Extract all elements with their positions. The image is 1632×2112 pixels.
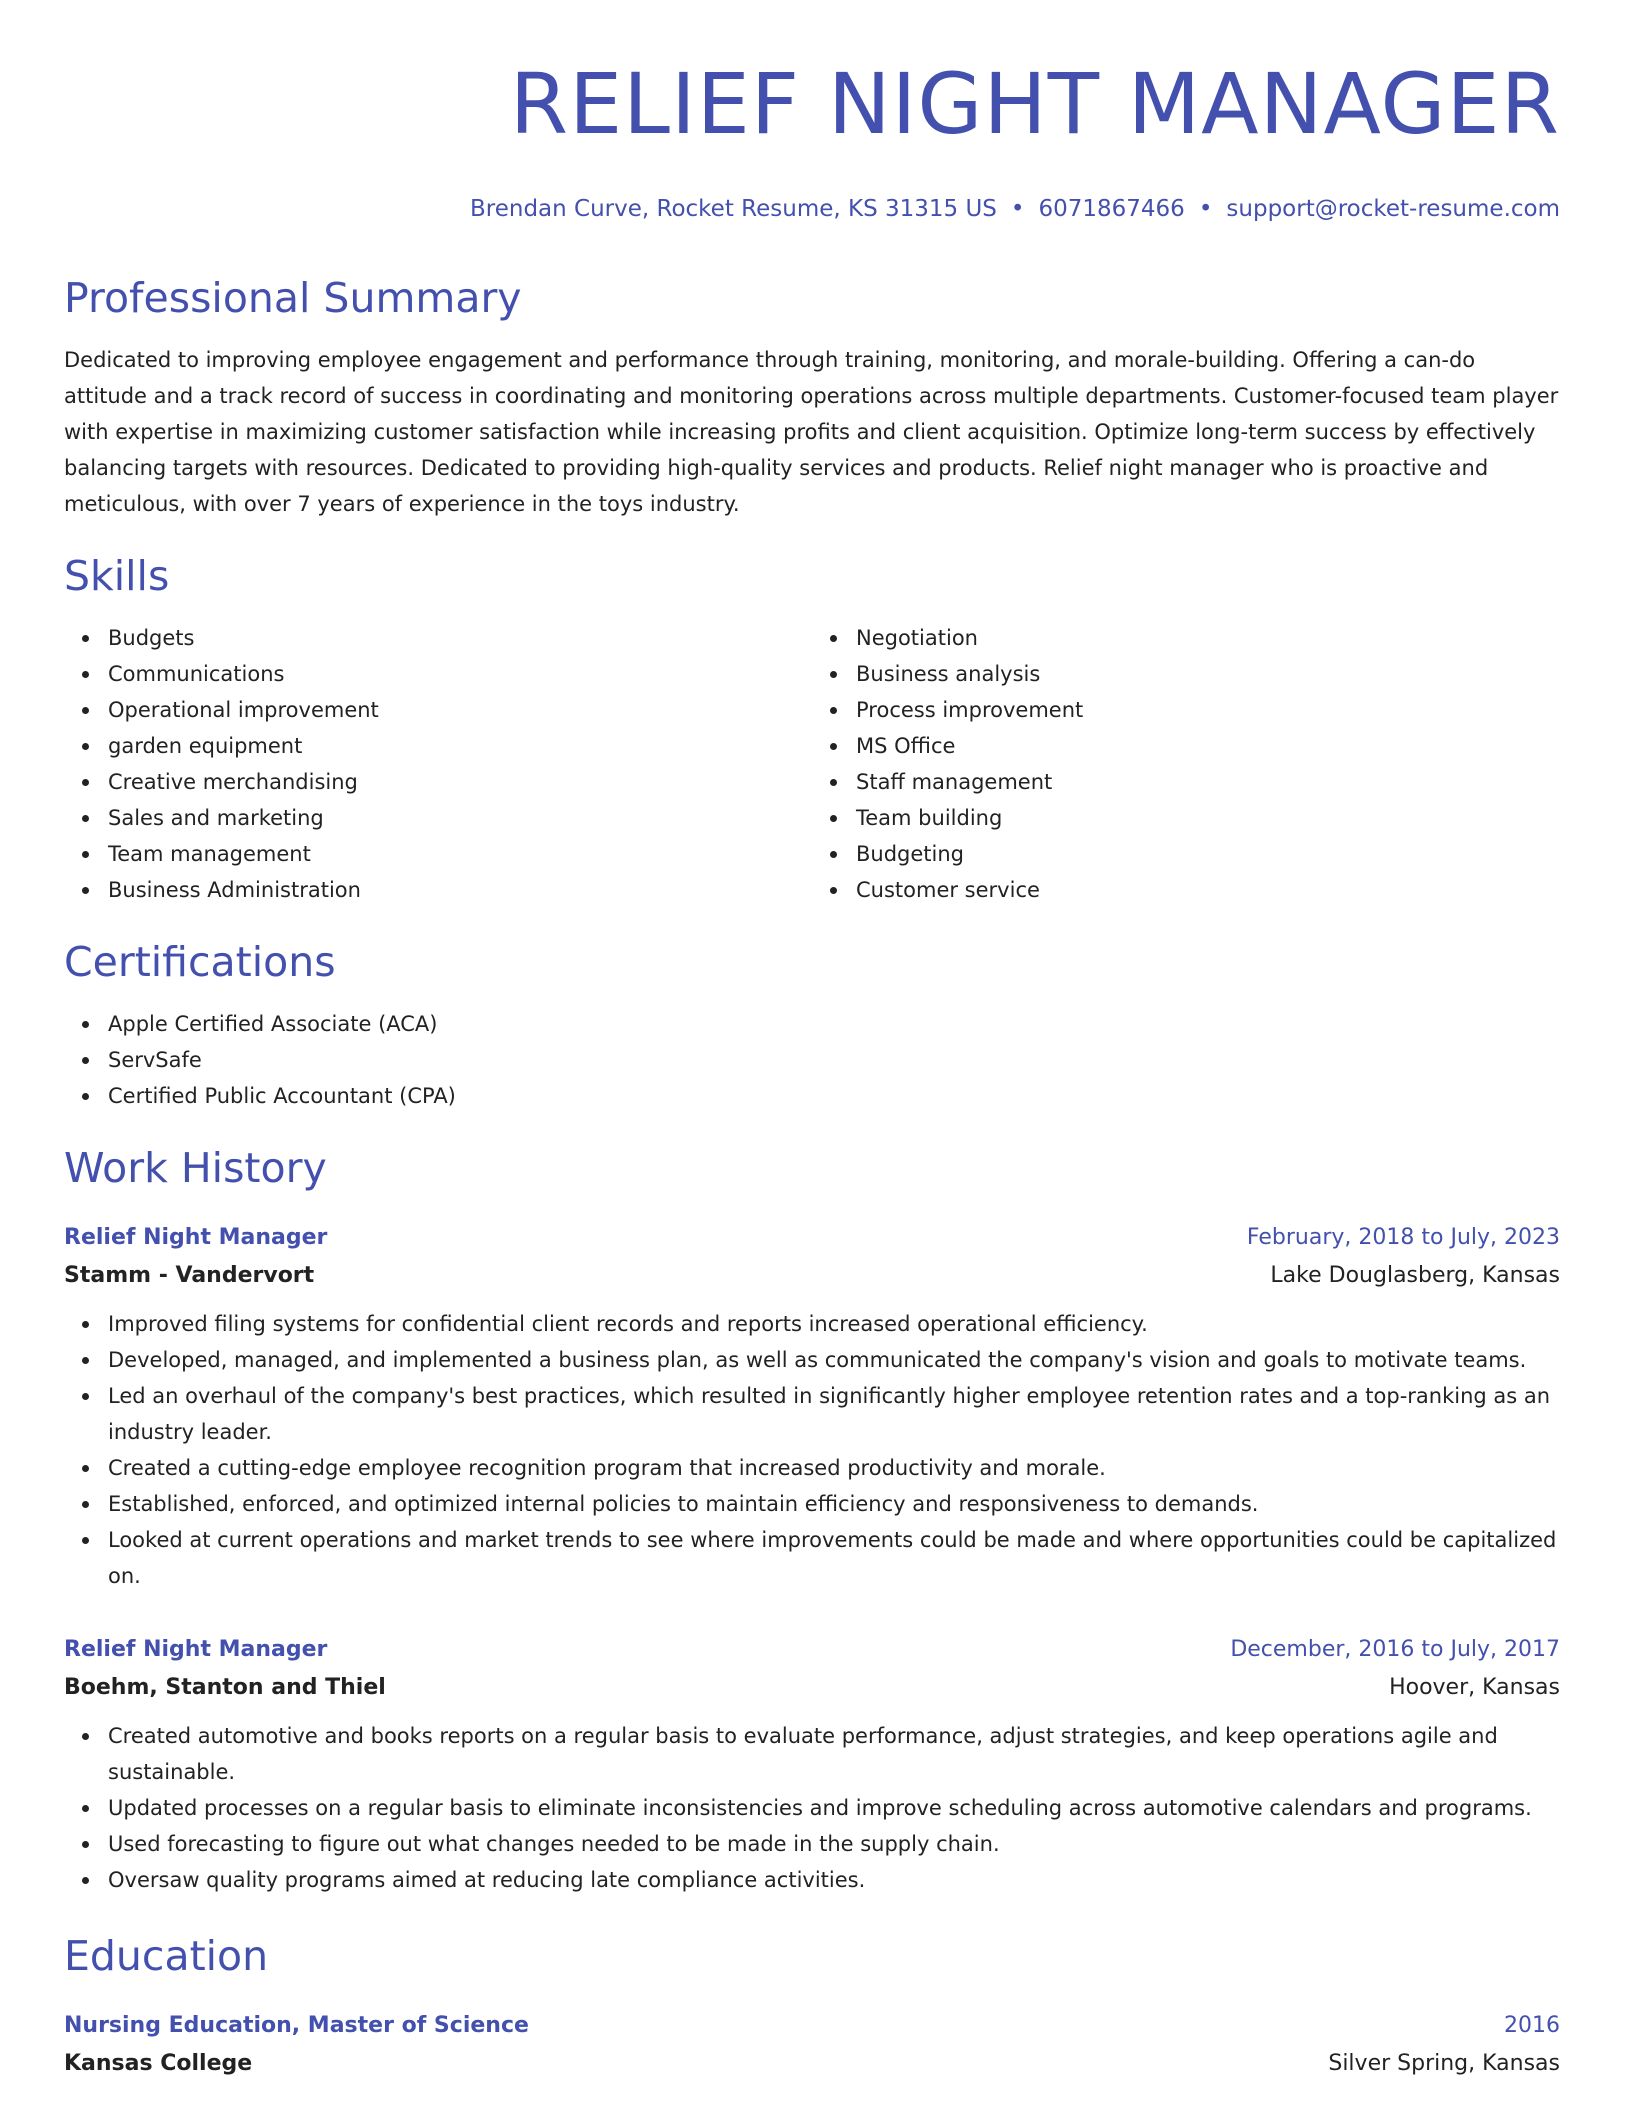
skills-column-left — [64, 620, 812, 908]
job-location: Lake Douglasberg, Kansas — [1270, 1263, 1560, 1288]
certification-item: Certified Public Accountant (CPA) — [108, 1078, 1560, 1114]
job-dates: February, 2018 to July, 2023 — [1246, 1225, 1560, 1250]
job-bullet: Oversaw quality programs aimed at reducing late compliance activities. — [108, 1862, 1560, 1898]
summary-heading: Professional Summary — [64, 274, 522, 322]
skill-item: Sales and marketing — [108, 800, 812, 836]
contact-line — [64, 192, 1560, 226]
skill-item: Negotiation — [856, 620, 1560, 656]
skill-item: Budgets — [108, 620, 812, 656]
skills-column-right — [812, 620, 1560, 908]
skill-item: Creative merchandising — [108, 764, 812, 800]
job-entry — [64, 1632, 1560, 1898]
job-company: Stamm - Vandervort — [64, 1263, 315, 1288]
job-dates: December, 2016 to July, 2017 — [1230, 1637, 1560, 1662]
skill-item: Team building — [856, 800, 1560, 836]
certifications-list — [64, 1006, 1560, 1114]
skills-list — [64, 620, 1560, 908]
job-header — [64, 1632, 1560, 1668]
skill-item: Operational improvement — [108, 692, 812, 728]
job-title: Relief Night Manager — [64, 1225, 328, 1250]
skill-item: Customer service — [856, 872, 1560, 908]
education-entry — [64, 2008, 1560, 2084]
job-bullet: Established, enforced, and optimized internal policies to maintain efficiency and responsiveness to demands. — [108, 1486, 1560, 1522]
job-subheader — [64, 1256, 1560, 1296]
job-location: Hoover, Kansas — [1389, 1675, 1560, 1700]
job-bullet: Used forecasting to figure out what changes needed to be made in the supply chain. — [108, 1826, 1560, 1862]
contact-separator: • — [1010, 196, 1025, 222]
education-degree: Nursing Education, Master of Science — [64, 2013, 529, 2038]
job-bullets — [64, 1718, 1560, 1898]
job-company: Boehm, Stanton and Thiel — [64, 1675, 386, 1700]
contact-email: support@rocket-resume.com — [1226, 196, 1560, 222]
skill-item: Budgeting — [856, 836, 1560, 872]
job-bullet: Updated processes on a regular basis to eliminate inconsistencies and improve scheduling across automotive calendars and programs. — [108, 1790, 1560, 1826]
contact-separator: • — [1198, 196, 1213, 222]
skill-item: Process improvement — [856, 692, 1560, 728]
job-bullet: Looked at current operations and market trends to see where improvements could be made and where opportunities could be capitalized on. — [108, 1522, 1560, 1594]
certification-item: Apple Certified Associate (ACA) — [108, 1006, 1560, 1042]
job-bullet: Created automotive and books reports on a regular basis to evaluate performance, adjust strategies, and keep operations agile and sustainable. — [108, 1718, 1560, 1790]
education-school: Kansas College — [64, 2051, 253, 2076]
education-year: 2016 — [1504, 2013, 1560, 2038]
job-bullets — [64, 1306, 1560, 1594]
resume-page — [64, 0, 1560, 2084]
job-header — [64, 1220, 1560, 1256]
summary-text: Dedicated to improving employee engagement and performance through training, monitoring, and morale-building. Offering a can-do attitude and a track record of success in coordinating and monitoring operations across multiple departments. Customer-focused team player with expertise in maximizing customer satisfaction while increasing profits and client acquisition. Optimize long-term success by effectively balancing targets with resources. Dedicated to providing high-quality services and products. Relief night manager who is proactive and meticulous, with over 7 years of experience in the toys industry. — [64, 348, 1559, 516]
education-heading: Education — [64, 1932, 269, 1980]
job-bullet: Created a cutting-edge employee recognition program that increased productivity and morale. — [108, 1450, 1560, 1486]
skill-item: garden equipment — [108, 728, 812, 764]
education-subheader — [64, 2044, 1560, 2084]
work-history-heading: Work History — [64, 1144, 327, 1192]
job-bullet: Developed, managed, and implemented a business plan, as well as communicated the company's vision and goals to motivate teams. — [108, 1342, 1560, 1378]
education-header — [64, 2008, 1560, 2044]
education-location: Silver Spring, Kansas — [1328, 2051, 1560, 2076]
job-title: Relief Night Manager — [64, 1637, 328, 1662]
certification-item: ServSafe — [108, 1042, 1560, 1078]
job-bullet: Improved filing systems for confidential client records and reports increased operational efficiency. — [108, 1306, 1560, 1342]
job-bullet: Led an overhaul of the company's best practices, which resulted in significantly higher employee retention rates and a top-ranking as an industry leader. — [108, 1378, 1560, 1450]
contact-phone: 6071867466 — [1038, 196, 1185, 222]
certifications-heading: Certifications — [64, 938, 336, 986]
skills-heading: Skills — [64, 552, 170, 600]
resume-title: RELIEF NIGHT MANAGER — [509, 55, 1560, 153]
skill-item: Business analysis — [856, 656, 1560, 692]
job-entry — [64, 1220, 1560, 1594]
skill-item: Team management — [108, 836, 812, 872]
skill-item: Business Administration — [108, 872, 812, 908]
skill-item: Communications — [108, 656, 812, 692]
job-subheader — [64, 1668, 1560, 1708]
skill-item: Staff management — [856, 764, 1560, 800]
contact-address: Brendan Curve, Rocket Resume, KS 31315 US — [470, 196, 997, 222]
skill-item: MS Office — [856, 728, 1560, 764]
